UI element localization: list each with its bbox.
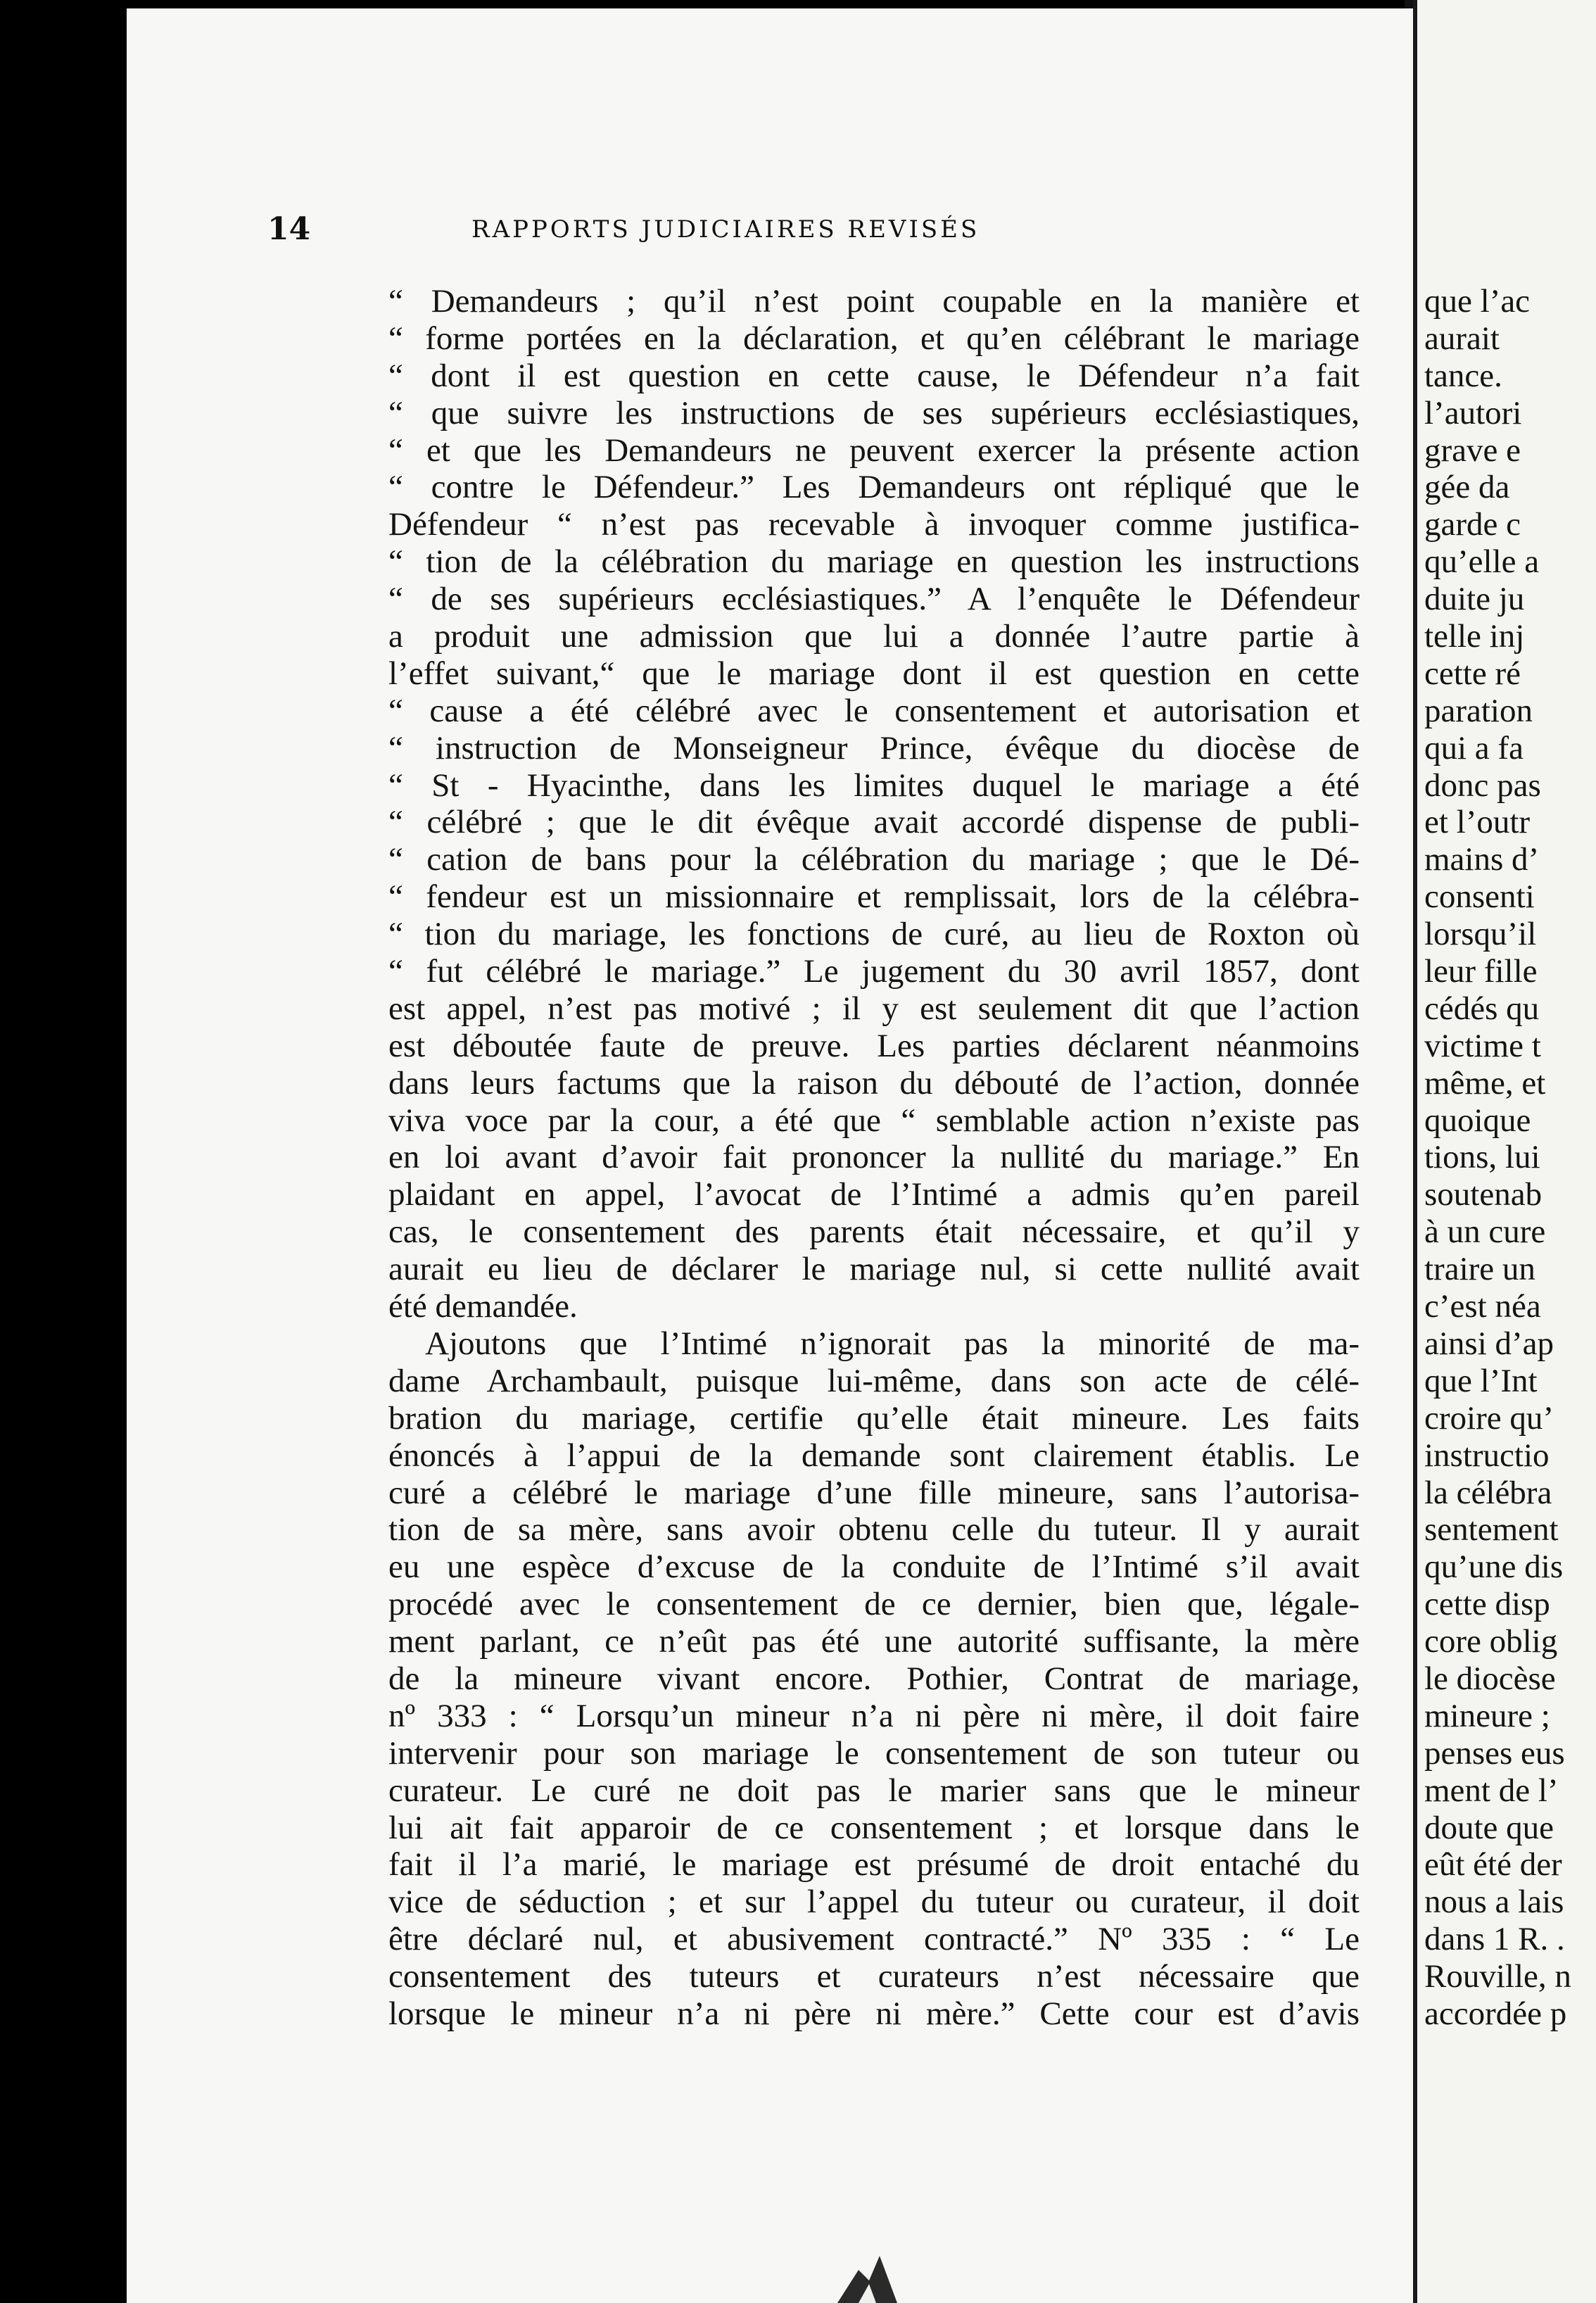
fragment-line: qu’une dis bbox=[1424, 1548, 1564, 1586]
text-line: l’effet suivant,“ que le mariage dont il est question en cette bbox=[388, 655, 1360, 692]
fragment-line: même, et bbox=[1424, 1064, 1546, 1102]
fragment-line: que l’ac bbox=[1424, 283, 1531, 320]
text-line: consentement des tuteurs et curateurs n’est nécessaire que bbox=[388, 1958, 1360, 1995]
text-line: plaidant en appel, l’avocat de l’Intimé a admis qu’en pareil bbox=[388, 1176, 1360, 1213]
right-page-text bbox=[1424, 283, 1596, 2033]
text-line: énoncés à l’appui de la demande sont clairement établis. Le bbox=[388, 1437, 1360, 1474]
fragment-line: c’est néa bbox=[1424, 1288, 1541, 1325]
text-line: a produit une admission que lui a donnée l’autre partie à bbox=[388, 618, 1360, 655]
fragment-line: qui a fa bbox=[1424, 729, 1524, 766]
fragment-line: la célébra bbox=[1424, 1474, 1552, 1511]
text-line: “ cation de bans pour la célébration du mariage ; que le Dé- bbox=[388, 841, 1360, 878]
fragment-line: à un cure bbox=[1424, 1213, 1546, 1251]
text-line: est déboutée faute de preuve. Les parties déclarent néanmoins bbox=[388, 1027, 1360, 1064]
fragment-line: eût été der bbox=[1424, 1846, 1562, 1884]
text-line: vice de séduction ; et sur l’appel du tuteur ou curateur, il doit bbox=[388, 1884, 1360, 1921]
text-line: bration du mariage, certifie qu’elle était mineure. Les faits bbox=[388, 1399, 1360, 1437]
body-text bbox=[388, 283, 1360, 2033]
text-line: procédé avec le consentement de ce dernier, bien que, légale- bbox=[388, 1586, 1360, 1623]
fragment-line: instructio bbox=[1424, 1437, 1550, 1474]
fragment-line: cette ré bbox=[1424, 655, 1521, 692]
text-line: “ fut célébré le mariage.” Le jugement du 30 avril 1857, dont bbox=[388, 953, 1360, 990]
text-line: été demandée. bbox=[388, 1288, 578, 1325]
text-line: “ St - Hyacinthe, dans les limites duquel le mariage a été bbox=[388, 766, 1360, 804]
fragment-line: mains d’ bbox=[1424, 841, 1540, 878]
fragment-line: quoique bbox=[1424, 1102, 1531, 1139]
fragment-line: doute que bbox=[1424, 1809, 1554, 1846]
text-line: “ et que les Demandeurs ne peuvent exercer la présente action bbox=[388, 431, 1360, 469]
fragment-line: cette disp bbox=[1424, 1586, 1550, 1623]
fragment-line: gée da bbox=[1424, 469, 1510, 506]
text-line: curateur. Le curé ne doit pas le marier sans que le mineur bbox=[388, 1772, 1360, 1809]
fragment-line: mineure ; bbox=[1424, 1697, 1550, 1734]
fragment-line: sentement bbox=[1424, 1511, 1559, 1548]
fragment-line: et l’outr bbox=[1424, 804, 1531, 841]
text-line: tion de sa mère, sans avoir obtenu celle du tuteur. Il y aurait bbox=[388, 1511, 1360, 1548]
text-line: “ célébré ; que le dit évêque avait accordé dispense de publi- bbox=[388, 804, 1360, 841]
text-line: curé a célébré le mariage d’une fille mineure, sans l’autorisa- bbox=[388, 1474, 1360, 1511]
text-line: “ dont il est question en cette cause, le Défendeur n’a fait bbox=[388, 357, 1360, 394]
text-line: nº 333 : “ Lorsqu’un mineur n’a ni père ni mère, il doit faire bbox=[388, 1697, 1360, 1734]
running-title: RAPPORTS JUDICIAIRES REVISÉS bbox=[471, 215, 980, 244]
fragment-line: donc pas bbox=[1424, 766, 1541, 804]
binding-mark-icon bbox=[830, 2249, 908, 2303]
fragment-line: Rouville, n bbox=[1424, 1958, 1571, 1995]
fragment-line: le diocèse bbox=[1424, 1660, 1556, 1697]
text-line: “ forme portées en la déclaration, et qu’en célébrant le mariage bbox=[388, 320, 1360, 357]
fragment-line: tions, lui bbox=[1424, 1139, 1540, 1176]
text-line: fait il l’a marié, le mariage est présumé de droit entaché du bbox=[388, 1846, 1360, 1884]
text-line: Défendeur “ n’est pas recevable à invoquer comme justifica- bbox=[388, 506, 1360, 543]
fragment-line: leur fille bbox=[1424, 953, 1538, 990]
fragment-line: aurait bbox=[1424, 320, 1500, 357]
text-line: Ajoutons que l’Intimé n’ignorait pas la minorité de ma- bbox=[425, 1325, 1360, 1362]
fragment-line: soutenab bbox=[1424, 1176, 1543, 1213]
fragment-line: victime t bbox=[1424, 1027, 1541, 1064]
fragment-line: accordée p bbox=[1424, 1995, 1567, 2032]
fragment-line: tance. bbox=[1424, 357, 1502, 394]
fragment-line: croire qu’ bbox=[1424, 1399, 1554, 1437]
fragment-line: telle inj bbox=[1424, 618, 1525, 655]
text-line: en loi avant d’avoir fait prononcer la nullité du mariage.” En bbox=[388, 1139, 1360, 1176]
text-line: est appel, n’est pas motivé ; il y est seulement dit que l’action bbox=[388, 990, 1360, 1027]
text-line: aurait eu lieu de déclarer le mariage nul, si cette nullité avait bbox=[388, 1251, 1360, 1288]
text-line: viva voce par la cour, a été que “ semblable action n’existe pas bbox=[388, 1102, 1360, 1139]
text-line: dans leurs factums que la raison du débouté de l’action, donnée bbox=[388, 1064, 1360, 1102]
fragment-line: core oblig bbox=[1424, 1623, 1558, 1660]
fragment-line: traire un bbox=[1424, 1251, 1535, 1288]
text-line: de la mineure vivant encore. Pothier, Contrat de mariage, bbox=[388, 1660, 1360, 1697]
fragment-line: nous a lais bbox=[1424, 1884, 1564, 1921]
text-line: eu une espèce d’excuse de la conduite de l’Intimé s’il avait bbox=[388, 1548, 1360, 1586]
text-line: “ tion du mariage, les fonctions de curé, au lieu de Roxton où bbox=[388, 916, 1360, 953]
fragment-line: l’autori bbox=[1424, 394, 1522, 431]
running-head bbox=[267, 211, 1358, 253]
page-number: 14 bbox=[267, 211, 311, 247]
fragment-line: dans 1 R. . bbox=[1424, 1921, 1565, 1958]
fragment-line: paration bbox=[1424, 692, 1533, 729]
text-line: dame Archambault, puisque lui-même, dans son acte de célé- bbox=[388, 1362, 1360, 1399]
text-line: “ contre le Défendeur.” Les Demandeurs ont répliqué que le bbox=[388, 469, 1360, 506]
fragment-line: lorsqu’il bbox=[1424, 916, 1537, 953]
text-line: “ que suivre les instructions de ses supérieurs ecclésiastiques, bbox=[388, 394, 1360, 431]
text-line: “ tion de la célébration du mariage en question les instructions bbox=[388, 543, 1360, 581]
text-line: “ de ses supérieurs ecclésiastiques.” A l’enquête le Défendeur bbox=[388, 581, 1360, 618]
text-line: “ cause a été célébré avec le consentement et autorisation et bbox=[388, 692, 1360, 729]
fragment-line: ment de l’ bbox=[1424, 1772, 1559, 1809]
text-line: cas, le consentement des parents était nécessaire, et qu’il y bbox=[388, 1213, 1360, 1251]
fragment-line: garde c bbox=[1424, 506, 1521, 543]
fragment-line: grave e bbox=[1424, 431, 1521, 469]
text-line: lorsque le mineur n’a ni père ni mère.” Cette cour est d’avis bbox=[388, 1995, 1360, 2032]
text-line: intervenir pour son mariage le consentement de son tuteur ou bbox=[388, 1734, 1360, 1772]
text-line: “ fendeur est un missionnaire et remplissait, lors de la célébra- bbox=[388, 878, 1360, 916]
fragment-line: cédés qu bbox=[1424, 990, 1540, 1027]
text-line: ment parlant, ce n’eût pas été une autorité suffisante, la mère bbox=[388, 1623, 1360, 1660]
fragment-line: penses eus bbox=[1424, 1734, 1565, 1772]
fragment-line: qu’elle a bbox=[1424, 543, 1540, 581]
fragment-line: ainsi d’ap bbox=[1424, 1325, 1554, 1362]
text-line: “ Demandeurs ; qu’il n’est point coupable en la manière et bbox=[388, 283, 1360, 320]
fragment-line: que l’Int bbox=[1424, 1362, 1538, 1399]
text-line: lui ait fait apparoir de ce consentement ; et lorsque dans le bbox=[388, 1809, 1360, 1846]
fragment-line: consenti bbox=[1424, 878, 1535, 916]
fragment-line: duite ju bbox=[1424, 581, 1525, 618]
text-line: “ instruction de Monseigneur Prince, évêque du diocèse de bbox=[388, 729, 1360, 766]
text-line: être déclaré nul, et abusivement contracté.” Nº 335 : “ Le bbox=[388, 1921, 1360, 1958]
